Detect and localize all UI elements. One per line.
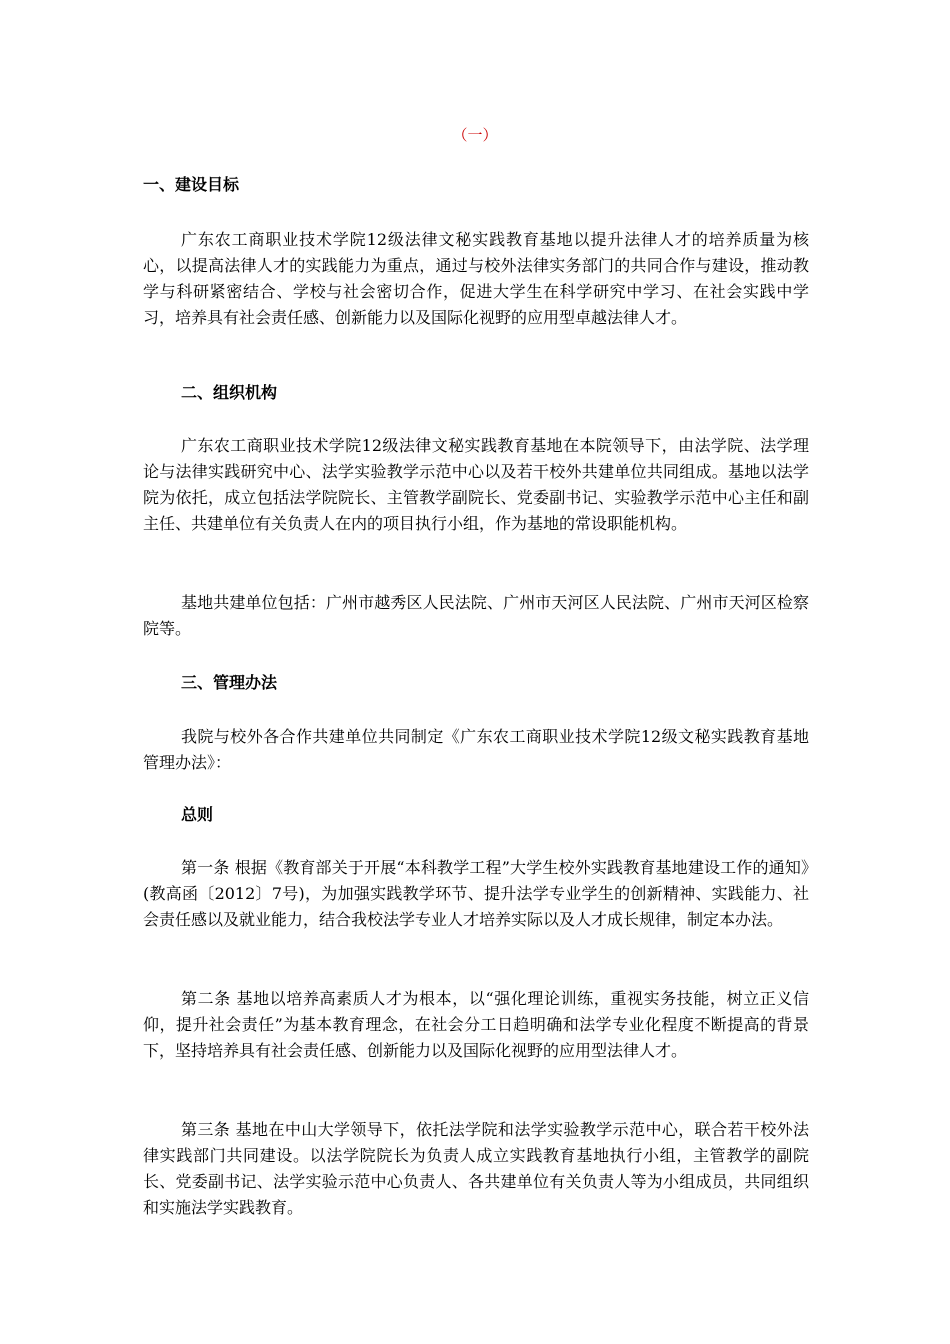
paragraph-article-3: 第三条 基地在中山大学领导下，依托法学院和法学实验教学示范中心，联合若干校外法律实践部门共同建设。以法学院院长为负责人成立实践教育基地执行小组，主管教学的副院长、党委副书记、法学实验示范中心负责人、各共建单位有关负责人等为小组成员，共同组织和实施法学实践教育。 [143,1120,809,1217]
section-marker: （一） [452,126,498,144]
paragraph-organization: 广东农工商职业技术学院12级法律文秘实践教育基地在本院领导下，由法学院、法学理论与法律实践研究中心、法学实验教学示范中心以及若干校外共建单位共同组成。基地以法学院为依托，成立包括法学院院长、主管教学副院长、党委副书记、实验教学示范中心主任和副主任、共建单位有关负责人在内的项目执行小组，作为基地的常设职能机构。 [143,436,809,533]
heading-construction-goals: 一、建设目标 [143,175,240,194]
heading-organization: 二、组织机构 [181,383,278,402]
paragraph-management-intro: 我院与校外各合作共建单位共同制定《广东农工商职业技术学院12级文秘实践教育基地管理办法》： [143,727,809,772]
paragraph-article-1: 第一条 根据《教育部关于开展“本科教学工程”大学生校外实践教育基地建设工作的通知》(教高函〔2012〕7号)，为加强实践教学环节、提升法学专业学生的创新精神、实践能力、社会责任感以及就业能力，结合我校法学专业人才培养实际以及人才成长规律，制定本办法。 [143,858,809,929]
paragraph-construction-goals: 广东农工商职业技术学院12级法律文秘实践教育基地以提升法律人才的培养质量为核心，以提高法律人才的实践能力为重点，通过与校外法律实务部门的共同合作与建设，推动教学与科研紧密结合、学校与社会密切合作，促进大学生在科学研究中学习、在社会实践中学习，培养具有社会责任感、创新能力以及国际化视野的应用型卓越法律人才。 [143,230,809,327]
heading-general-provisions: 总则 [181,805,214,824]
paragraph-article-2: 第二条 基地以培养高素质人才为根本，以“强化理论训练，重视实务技能，树立正义信仰，提升社会责任”为基本教育理念，在社会分工日趋明确和法学专业化程度不断提高的背景下，坚持培养具有社会责任感、创新能力以及国际化视野的应用型法律人才。 [143,989,809,1060]
paragraph-partner-units: 基地共建单位包括：广州市越秀区人民法院、广州市天河区人民法院、广州市天河区检察院等。 [143,593,809,638]
heading-management: 三、管理办法 [181,673,278,692]
